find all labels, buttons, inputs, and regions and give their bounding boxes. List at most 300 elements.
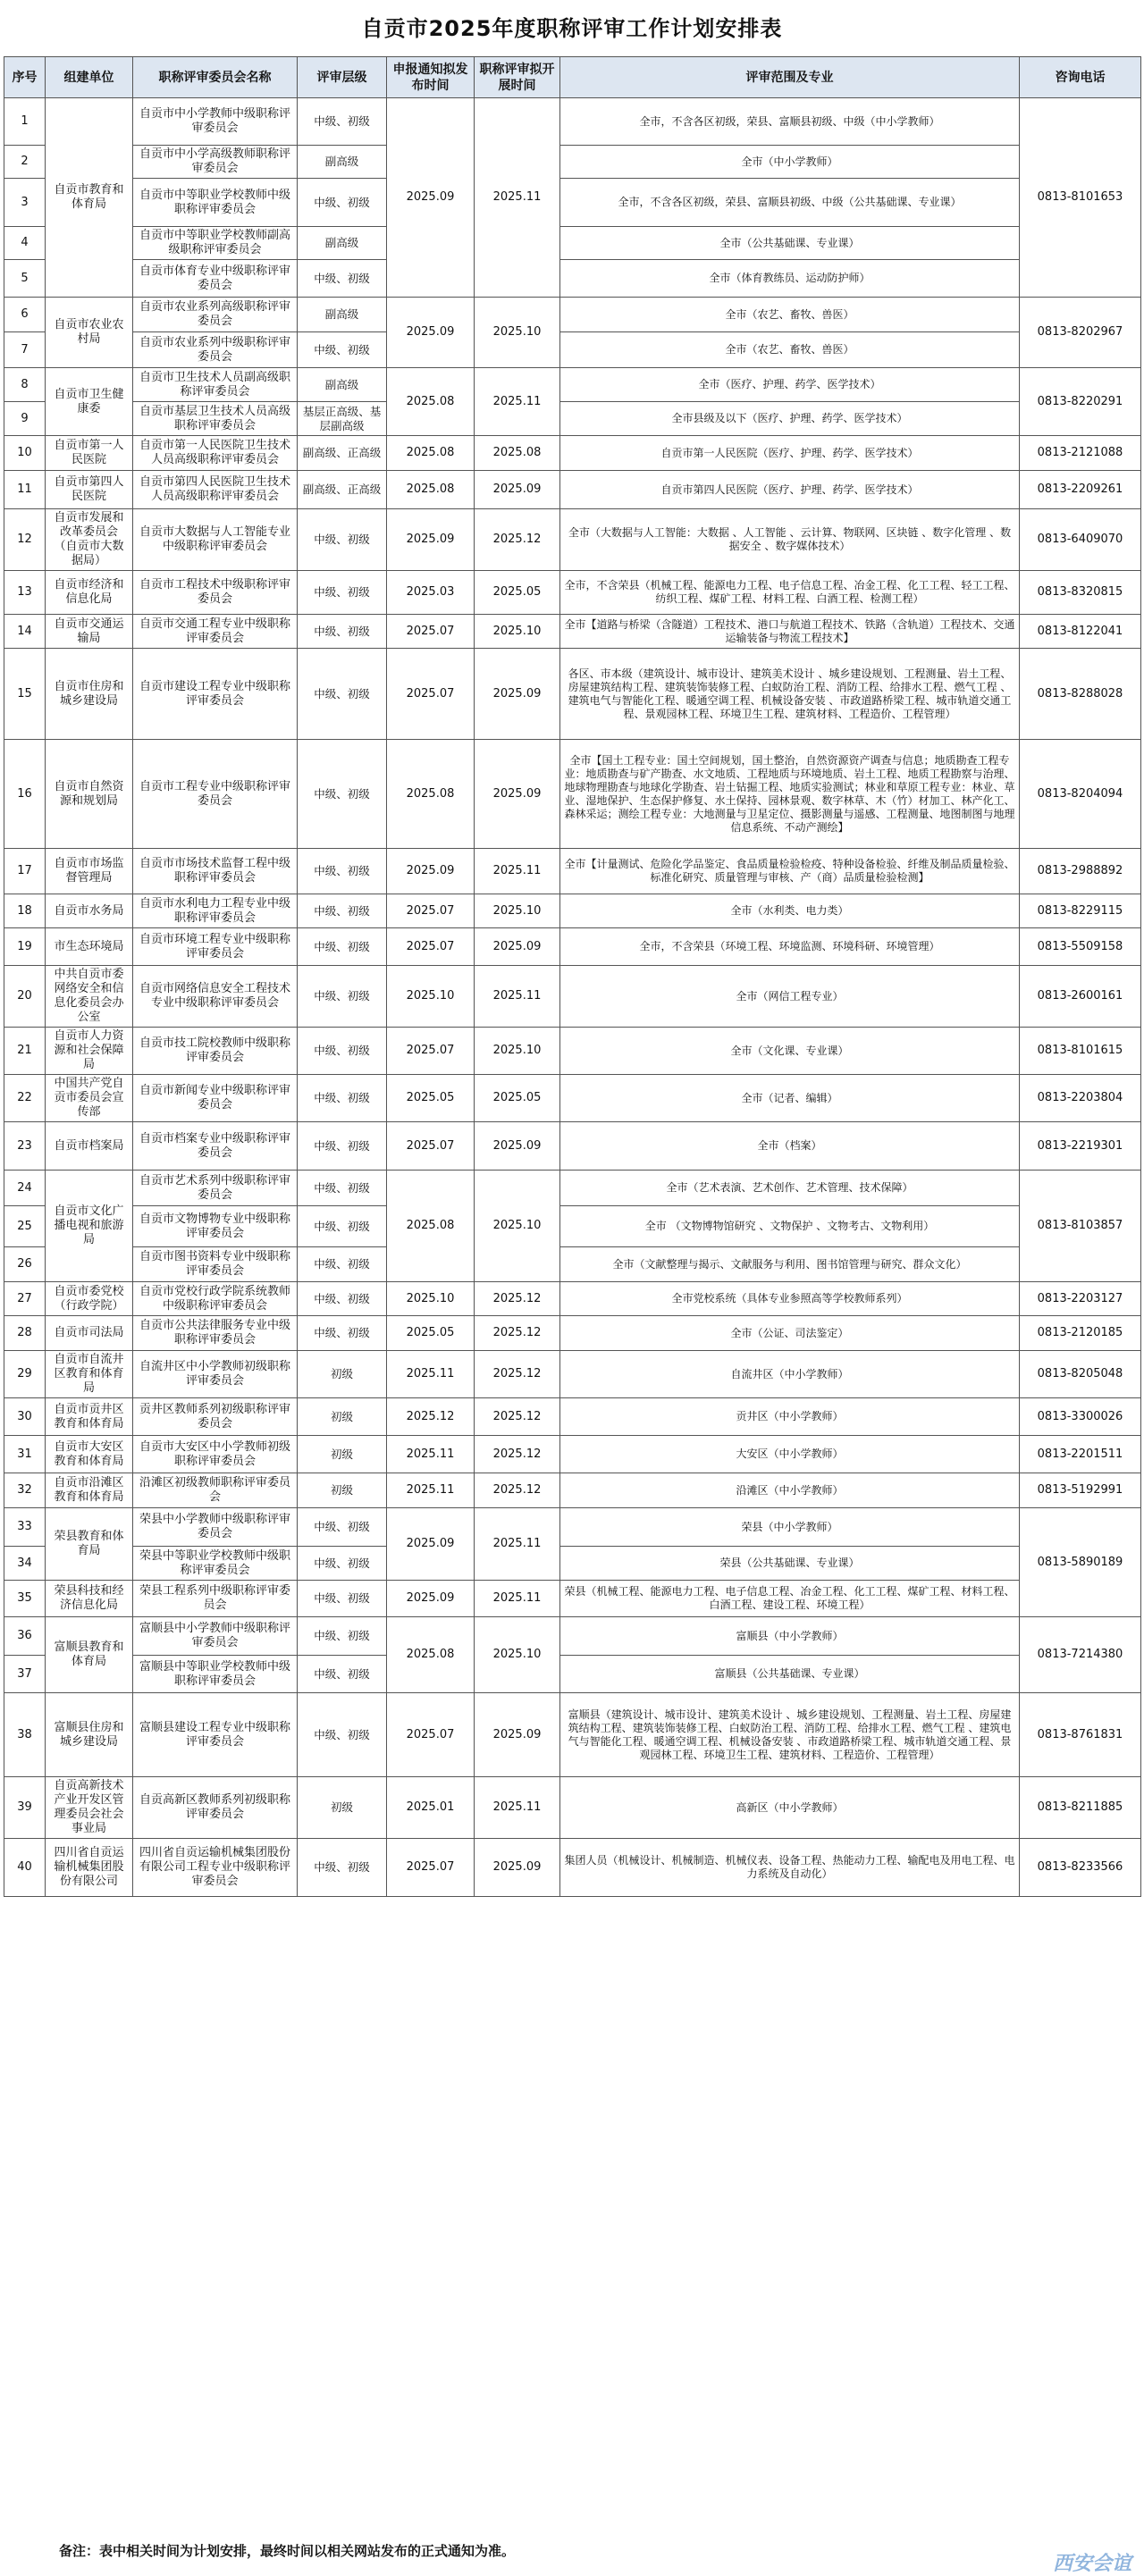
review-scope: 富顺县（中小学教师）	[560, 1617, 1020, 1656]
contact-phone: 0813-8103857	[1020, 1171, 1141, 1282]
committee-name: 自贡市文物博物专业中级职称评审委员会	[133, 1206, 298, 1247]
publish-date: 2025.12	[387, 1398, 475, 1436]
committee-name: 自贡市中小学教师中级职称评审委员会	[133, 98, 298, 146]
committee-name: 自贡市体育专业中级职称评审委员会	[133, 260, 298, 298]
row-number: 12	[4, 509, 46, 571]
review-date: 2025.09	[475, 471, 560, 509]
table-row	[4, 298, 1141, 332]
row-number: 8	[4, 368, 46, 402]
review-level: 副高级	[298, 298, 387, 332]
review-scope: 大安区（中小学教师）	[560, 1436, 1020, 1473]
review-level: 中级、初级	[298, 332, 387, 368]
review-level: 中级、初级	[298, 1547, 387, 1581]
publish-date: 2025.10	[387, 966, 475, 1028]
review-level: 副高级、正高级	[298, 471, 387, 509]
committee-name: 自贡市第四人民医院卫生技术人员高级职称评审委员会	[133, 471, 298, 509]
review-date: 2025.10	[475, 1028, 560, 1075]
row-number: 17	[4, 849, 46, 894]
publish-date: 2025.09	[387, 1508, 475, 1581]
row-number: 3	[4, 179, 46, 227]
publish-date: 2025.07	[387, 1839, 475, 1897]
org-unit: 自贡市大安区教育和体育局	[46, 1436, 133, 1473]
publish-date: 2025.08	[387, 740, 475, 849]
review-level: 中级、初级	[298, 98, 387, 146]
review-level: 初级	[298, 1777, 387, 1839]
table-row	[4, 928, 1141, 966]
review-scope: 荣县（机械工程、能源电力工程、电子信息工程、冶金工程、化工工程、煤矿工程、材料工程、白酒工程、建设工程、环境工程）	[560, 1581, 1020, 1617]
review-level: 中级、初级	[298, 1693, 387, 1777]
org-unit: 富顺县住房和城乡建设局	[46, 1693, 133, 1777]
committee-name: 自贡市图书资料专业中级职称评审委员会	[133, 1247, 298, 1282]
row-number: 36	[4, 1617, 46, 1656]
publish-date: 2025.09	[387, 98, 475, 298]
publish-date: 2025.08	[387, 436, 475, 471]
contact-phone: 0813-6409070	[1020, 509, 1141, 571]
committee-name: 荣县中等职业学校教师中级职称评审委员会	[133, 1547, 298, 1581]
review-level: 中级、初级	[298, 1617, 387, 1656]
row-number: 28	[4, 1316, 46, 1351]
publish-date: 2025.08	[387, 471, 475, 509]
contact-phone: 0813-2201511	[1020, 1436, 1141, 1473]
page-title: 自贡市2025年度职称评审工作计划安排表	[361, 16, 783, 41]
contact-phone: 0813-2988892	[1020, 849, 1141, 894]
review-date: 2025.05	[475, 1075, 560, 1122]
committee-name: 富顺县中小学教师中级职称评审委员会	[133, 1617, 298, 1656]
committee-name: 自贡市建设工程专业中级职称评审委员会	[133, 649, 298, 740]
table-row	[4, 1693, 1141, 1777]
row-number: 14	[4, 615, 46, 649]
table-row	[4, 966, 1141, 1028]
committee-name: 自贡市中等职业学校教师副高级职称评审委员会	[133, 227, 298, 260]
publish-date: 2025.07	[387, 928, 475, 966]
review-scope: 全市，不含荣县（机械工程、能源电力工程、电子信息工程、冶金工程、化工工程、轻工工程、纺织工程、煤矿工程、材料工程、白酒工程、检测工程）	[560, 571, 1020, 615]
committee-name: 自贡市公共法律服务专业中级职称评审委员会	[133, 1316, 298, 1351]
table-row	[4, 1316, 1141, 1351]
publish-date: 2025.07	[387, 894, 475, 928]
contact-phone: 0813-8761831	[1020, 1693, 1141, 1777]
contact-phone: 0813-3300026	[1020, 1398, 1141, 1436]
review-level: 中级、初级	[298, 649, 387, 740]
review-level: 中级、初级	[298, 740, 387, 849]
review-level: 基层正高级、基层副高级	[298, 402, 387, 436]
review-scope: 全市，不含荣县（环境工程、环境监测、环境科研、环境管理）	[560, 928, 1020, 966]
review-scope: 集团人员（机械设计、机械制造、机械仪表、设备工程、热能动力工程、输配电及用电工程、电力系统及自动化）	[560, 1839, 1020, 1897]
review-level: 中级、初级	[298, 1028, 387, 1075]
table-row	[4, 1398, 1141, 1436]
publish-date: 2025.11	[387, 1436, 475, 1473]
org-unit: 自贡市水务局	[46, 894, 133, 928]
table-row	[4, 1436, 1141, 1473]
review-scope: 全市（农艺、畜牧、兽医）	[560, 298, 1020, 332]
contact-phone: 0813-5890189	[1020, 1508, 1141, 1617]
publish-date: 2025.09	[387, 298, 475, 368]
publish-date: 2025.05	[387, 1075, 475, 1122]
review-date: 2025.11	[475, 1508, 560, 1581]
row-number: 9	[4, 402, 46, 436]
publish-date: 2025.07	[387, 1028, 475, 1075]
publish-date: 2025.10	[387, 1282, 475, 1316]
contact-phone: 0813-2209261	[1020, 471, 1141, 509]
publish-date: 2025.09	[387, 849, 475, 894]
contact-phone: 0813-8211885	[1020, 1777, 1141, 1839]
review-date: 2025.11	[475, 1581, 560, 1617]
org-unit: 自贡市自流井区教育和体育局	[46, 1351, 133, 1398]
publish-date: 2025.11	[387, 1351, 475, 1398]
review-level: 中级、初级	[298, 1508, 387, 1547]
publish-date: 2025.07	[387, 1693, 475, 1777]
review-level: 中级、初级	[298, 1656, 387, 1693]
contact-phone: 0813-8101653	[1020, 98, 1141, 298]
contact-phone: 0813-8101615	[1020, 1028, 1141, 1075]
review-level: 中级、初级	[298, 1206, 387, 1247]
committee-name: 自贡市新闻专业中级职称评审委员会	[133, 1075, 298, 1122]
committee-name: 自贡市工程技术中级职称评审委员会	[133, 571, 298, 615]
row-number: 15	[4, 649, 46, 740]
table-row	[4, 1028, 1141, 1075]
table-row	[4, 98, 1141, 146]
org-unit: 自贡市自然资源和规划局	[46, 740, 133, 849]
review-date: 2025.09	[475, 1122, 560, 1171]
contact-phone: 0813-8229115	[1020, 894, 1141, 928]
review-scope: 沿滩区（中小学教师）	[560, 1473, 1020, 1508]
header-no: 序号	[4, 57, 46, 98]
review-date: 2025.11	[475, 966, 560, 1028]
review-scope: 全市（大数据与人工智能：大数据 、人工智能 、云计算、物联网、区块链 、数字化管理 、数据安全 、数字媒体技术）	[560, 509, 1020, 571]
org-unit: 自贡市第一人民医院	[46, 436, 133, 471]
org-unit: 自贡市文化广播电视和旅游局	[46, 1171, 133, 1282]
review-scope: 全市（医疗、护理、药学、医学技术）	[560, 368, 1020, 402]
row-number: 5	[4, 260, 46, 298]
review-level: 副高级	[298, 227, 387, 260]
review-level: 中级、初级	[298, 260, 387, 298]
publish-date: 2025.09	[387, 509, 475, 571]
row-number: 7	[4, 332, 46, 368]
review-date: 2025.12	[475, 1398, 560, 1436]
review-level: 中级、初级	[298, 1282, 387, 1316]
committee-name: 自贡市工程专业中级职称评审委员会	[133, 740, 298, 849]
review-date: 2025.09	[475, 740, 560, 849]
contact-phone: 0813-2600161	[1020, 966, 1141, 1028]
committee-name: 自贡市艺术系列中级职称评审委员会	[133, 1171, 298, 1206]
publish-date: 2025.07	[387, 649, 475, 740]
org-unit: 自贡市司法局	[46, 1316, 133, 1351]
table-row	[4, 1839, 1141, 1897]
review-scope: 全市（公共基础课、专业课）	[560, 227, 1020, 260]
row-number: 25	[4, 1206, 46, 1247]
review-level: 中级、初级	[298, 1075, 387, 1122]
review-scope: 全市（公证、司法鉴定）	[560, 1316, 1020, 1351]
row-number: 1	[4, 98, 46, 146]
committee-name: 自贡市技工院校教师中级职称评审委员会	[133, 1028, 298, 1075]
table-header-row	[4, 57, 1141, 98]
review-level: 副高级	[298, 368, 387, 402]
row-number: 31	[4, 1436, 46, 1473]
row-number: 13	[4, 571, 46, 615]
row-number: 21	[4, 1028, 46, 1075]
table-row	[4, 1777, 1141, 1839]
org-unit: 自贡市贡井区教育和体育局	[46, 1398, 133, 1436]
review-level: 中级、初级	[298, 966, 387, 1028]
row-number: 11	[4, 471, 46, 509]
committee-name: 自贡市农业系列中级职称评审委员会	[133, 332, 298, 368]
header-phone: 咨询电话	[1020, 57, 1141, 98]
header-level: 评审层级	[298, 57, 387, 98]
review-scope: 全市（记者、编辑）	[560, 1075, 1020, 1122]
review-scope: 全市 （文物博物馆研究 、文物保护 、文物考古、文物利用）	[560, 1206, 1020, 1247]
publish-date: 2025.08	[387, 1617, 475, 1693]
review-date: 2025.11	[475, 368, 560, 436]
review-scope: 富顺县（公共基础课、专业课）	[560, 1656, 1020, 1693]
publish-date: 2025.09	[387, 1581, 475, 1617]
review-date: 2025.09	[475, 649, 560, 740]
review-date: 2025.12	[475, 1351, 560, 1398]
table-row	[4, 1351, 1141, 1398]
review-date: 2025.11	[475, 1777, 560, 1839]
committee-name: 富顺县中等职业学校教师中级职称评审委员会	[133, 1656, 298, 1693]
row-number: 4	[4, 227, 46, 260]
review-date: 2025.10	[475, 298, 560, 368]
committee-name: 自贡市大安区中小学教师初级职称评审委员会	[133, 1436, 298, 1473]
table-row	[4, 179, 1141, 227]
committee-name: 自贡市档案专业中级职称评审委员会	[133, 1122, 298, 1171]
header-publish-date: 申报通知拟发布时间	[387, 57, 475, 98]
review-level: 中级、初级	[298, 615, 387, 649]
watermark: 西安会谊	[1052, 2553, 1131, 2575]
review-scope: 自贡市第四人民医院（医疗、护理、药学、医学技术）	[560, 471, 1020, 509]
table-row	[4, 509, 1141, 571]
header-scope: 评审范围及专业	[560, 57, 1020, 98]
org-unit: 自贡市卫生健康委	[46, 368, 133, 436]
review-date: 2025.12	[475, 1473, 560, 1508]
row-number: 16	[4, 740, 46, 849]
review-level: 副高级	[298, 146, 387, 179]
row-number: 20	[4, 966, 46, 1028]
review-scope: 全市【计量测试、危险化学品鉴定、食品质量检验检疫、特种设备检验、纤维及制品质量检验、标准化研究、质量管理与审核、产（商）品质量检验检测】	[560, 849, 1020, 894]
org-unit: 中共自贡市委网络安全和信息化委员会办公室	[46, 966, 133, 1028]
table-row	[4, 849, 1141, 894]
review-scope: 全市县级及以下（医疗、护理、药学、医学技术）	[560, 402, 1020, 436]
contact-phone: 0813-2120185	[1020, 1316, 1141, 1351]
table-row	[4, 436, 1141, 471]
row-number: 24	[4, 1171, 46, 1206]
committee-name: 荣县中小学教师中级职称评审委员会	[133, 1508, 298, 1547]
org-unit: 自贡市交通运输局	[46, 615, 133, 649]
contact-phone: 0813-8320815	[1020, 571, 1141, 615]
table-row	[4, 894, 1141, 928]
table-row	[4, 1206, 1141, 1247]
committee-name: 自贡市农业系列高级职称评审委员会	[133, 298, 298, 332]
table-row	[4, 1171, 1141, 1206]
table-row	[4, 260, 1141, 298]
committee-name: 自贡市网络信息安全工程技术专业中级职称评审委员会	[133, 966, 298, 1028]
review-level: 中级、初级	[298, 571, 387, 615]
org-unit: 自贡市档案局	[46, 1122, 133, 1171]
contact-phone: 0813-8233566	[1020, 1839, 1141, 1897]
header-review-date: 职称评审拟开展时间	[475, 57, 560, 98]
review-level: 中级、初级	[298, 509, 387, 571]
committee-name: 自贡市党校行政学院系统教师中级职称评审委员会	[133, 1282, 298, 1316]
footnote: 备注：表中相关时间为计划安排，最终时间以相关网站发布的正式通知为准。	[59, 2543, 516, 2559]
header-committee: 职称评审委员会名称	[133, 57, 298, 98]
row-number: 19	[4, 928, 46, 966]
table-row	[4, 740, 1141, 849]
review-scope: 高新区（中小学教师）	[560, 1777, 1020, 1839]
committee-name: 自贡市环境工程专业中级职称评审委员会	[133, 928, 298, 966]
org-unit: 自贡市人力资源和社会保障局	[46, 1028, 133, 1075]
publish-date: 2025.07	[387, 615, 475, 649]
org-unit: 荣县教育和体育局	[46, 1508, 133, 1581]
contact-phone: 0813-2121088	[1020, 436, 1141, 471]
review-level: 初级	[298, 1398, 387, 1436]
review-level: 中级、初级	[298, 894, 387, 928]
schedule-table	[4, 56, 1141, 1897]
review-date: 2025.12	[475, 1282, 560, 1316]
committee-name: 富顺县建设工程专业中级职称评审委员会	[133, 1693, 298, 1777]
review-date: 2025.10	[475, 1617, 560, 1693]
review-date: 2025.05	[475, 571, 560, 615]
row-number: 6	[4, 298, 46, 332]
review-date: 2025.11	[475, 98, 560, 298]
contact-phone: 0813-8204094	[1020, 740, 1141, 849]
publish-date: 2025.07	[387, 1122, 475, 1171]
row-number: 37	[4, 1656, 46, 1693]
review-date: 2025.12	[475, 1436, 560, 1473]
committee-name: 沿滩区初级教师职称评审委员会	[133, 1473, 298, 1508]
table-row	[4, 402, 1141, 436]
review-level: 初级	[298, 1436, 387, 1473]
committee-name: 自贡市市场技术监督工程中级职称评审委员会	[133, 849, 298, 894]
committee-name: 自贡市基层卫生技术人员高级职称评审委员会	[133, 402, 298, 436]
org-unit: 富顺县教育和体育局	[46, 1617, 133, 1693]
publish-date: 2025.08	[387, 1171, 475, 1282]
review-date: 2025.12	[475, 509, 560, 571]
review-level: 副高级、正高级	[298, 436, 387, 471]
review-level: 中级、初级	[298, 1839, 387, 1897]
review-level: 中级、初级	[298, 928, 387, 966]
contact-phone: 0813-7214380	[1020, 1617, 1141, 1693]
table-row	[4, 146, 1141, 179]
row-number: 18	[4, 894, 46, 928]
committee-name: 荣县工程系列中级职称评审委员会	[133, 1581, 298, 1617]
committee-name: 四川省自贡运输机械集团股份有限公司工程专业中级职称评审委员会	[133, 1839, 298, 1897]
row-number: 40	[4, 1839, 46, 1897]
org-unit: 四川省自贡运输机械集团股份有限公司	[46, 1839, 133, 1897]
table-body	[4, 98, 1141, 1897]
table-row	[4, 1282, 1141, 1316]
row-number: 33	[4, 1508, 46, 1547]
review-scope: 全市，不含各区初级，荣县、富顺县初级、中级（公共基础课、专业课）	[560, 179, 1020, 227]
review-date: 2025.08	[475, 436, 560, 471]
contact-phone: 0813-5192991	[1020, 1473, 1141, 1508]
publish-date: 2025.03	[387, 571, 475, 615]
review-level: 中级、初级	[298, 1171, 387, 1206]
review-scope: 自流井区（中小学教师）	[560, 1351, 1020, 1398]
review-scope: 全市（档案）	[560, 1122, 1020, 1171]
org-unit: 荣县科技和经济信息化局	[46, 1581, 133, 1617]
review-date: 2025.11	[475, 849, 560, 894]
org-unit: 自贡市农业农村局	[46, 298, 133, 368]
row-number: 39	[4, 1777, 46, 1839]
committee-name: 自贡市卫生技术人员副高级职称评审委员会	[133, 368, 298, 402]
header-unit: 组建单位	[46, 57, 133, 98]
review-level: 中级、初级	[298, 1247, 387, 1282]
committee-name: 贡井区教师系列初级职称评审委员会	[133, 1398, 298, 1436]
org-unit: 自贡市发展和改革委员会（自贡市大数据局）	[46, 509, 133, 571]
table-row	[4, 649, 1141, 740]
review-scope: 各区、市本级（建筑设计、城市设计、建筑美术设计 、城乡建设规划、工程测量、岩土工程、房屋建筑结构工程、建筑装饰装修工程、白蚁防治工程、消防工程、给排水工程、燃气工程 、建筑电气与智能化工程、暖通空调工程、机械设备安装 、市政道路桥梁工程、城市轨道交通工程、景观园林工程、环境卫生工程、建筑材料、工程造价、工程管理）	[560, 649, 1020, 740]
publish-date: 2025.08	[387, 368, 475, 436]
contact-phone: 0813-2203804	[1020, 1075, 1141, 1122]
review-scope: 全市（文化课、专业课）	[560, 1028, 1020, 1075]
row-number: 29	[4, 1351, 46, 1398]
review-date: 2025.09	[475, 1839, 560, 1897]
review-level: 中级、初级	[298, 849, 387, 894]
row-number: 32	[4, 1473, 46, 1508]
review-date: 2025.10	[475, 615, 560, 649]
row-number: 34	[4, 1547, 46, 1581]
committee-name: 自流井区中小学教师初级职称评审委员会	[133, 1351, 298, 1398]
committee-name: 自贡市第一人民医院卫生技术人员高级职称评审委员会	[133, 436, 298, 471]
contact-phone: 0813-2203127	[1020, 1282, 1141, 1316]
review-level: 中级、初级	[298, 1581, 387, 1617]
review-level: 初级	[298, 1473, 387, 1508]
committee-name: 自贡市中等职业学校教师中级职称评审委员会	[133, 179, 298, 227]
table-row	[4, 471, 1141, 509]
table-row	[4, 368, 1141, 402]
review-scope: 全市（网信工程专业）	[560, 966, 1020, 1028]
org-unit: 自贡市委党校（行政学院）	[46, 1282, 133, 1316]
row-number: 10	[4, 436, 46, 471]
contact-phone: 0813-8122041	[1020, 615, 1141, 649]
review-date: 2025.12	[475, 1316, 560, 1351]
committee-name: 自贡市水利电力工程专业中级职称评审委员会	[133, 894, 298, 928]
table-row	[4, 1547, 1141, 1581]
review-scope: 全市【国土工程专业：国土空间规划，国土整治，自然资源资产调查与信息；地质勘查工程专业：地质勘查与矿产勘查、水文地质、工程地质与环境地质、岩土工程、地质工程勘察与治理、地球物理勘查与地球化学勘查、岩土钻掘工程、地质实验测试；林业和草原工程专业：林业、草业、湿地保护、生态保护修复、水土保持、园林景观、数字林草、木（竹）材加工、林产化工、森林采运；测绘工程专业：大地测量与卫星定位、摄影测量与遥感、工程测量、地图制图与地理信息系统、不动产测绘】	[560, 740, 1020, 849]
row-number: 27	[4, 1282, 46, 1316]
review-level: 初级	[298, 1351, 387, 1398]
table-row	[4, 1508, 1141, 1547]
org-unit: 自贡市沿滩区教育和体育局	[46, 1473, 133, 1508]
contact-phone: 0813-5509158	[1020, 928, 1141, 966]
publish-date: 2025.05	[387, 1316, 475, 1351]
review-scope: 全市（艺术表演、艺术创作、艺术管理、技术保障）	[560, 1171, 1020, 1206]
table-row	[4, 1075, 1141, 1122]
org-unit: 自贡市经济和信息化局	[46, 571, 133, 615]
row-number: 35	[4, 1581, 46, 1617]
org-unit: 自贡高新技术产业开发区管理委员会社会事业局	[46, 1777, 133, 1839]
table-row	[4, 1473, 1141, 1508]
org-unit: 中国共产党自贡市委员会宣传部	[46, 1075, 133, 1122]
review-scope: 全市党校系统（具体专业参照高等学校教师系列）	[560, 1282, 1020, 1316]
org-unit: 自贡市教育和体育局	[46, 98, 133, 298]
committee-name: 自贡高新区教师系列初级职称评审委员会	[133, 1777, 298, 1839]
committee-name: 自贡市交通工程专业中级职称评审委员会	[133, 615, 298, 649]
contact-phone: 0813-8205048	[1020, 1351, 1141, 1398]
review-date: 2025.10	[475, 894, 560, 928]
contact-phone: 0813-2219301	[1020, 1122, 1141, 1171]
publish-date: 2025.01	[387, 1777, 475, 1839]
review-scope: 全市（体育教练员、运动防护师）	[560, 260, 1020, 298]
review-date: 2025.09	[475, 1693, 560, 1777]
org-unit: 自贡市住房和城乡建设局	[46, 649, 133, 740]
org-unit: 自贡市第四人民医院	[46, 471, 133, 509]
row-number: 22	[4, 1075, 46, 1122]
review-scope: 全市【道路与桥梁（含隧道）工程技术、港口与航道工程技术、铁路（含轨道）工程技术、交通运输装备与物流工程技术】	[560, 615, 1020, 649]
table-row	[4, 615, 1141, 649]
row-number: 2	[4, 146, 46, 179]
table-row	[4, 571, 1141, 615]
review-level: 中级、初级	[298, 1316, 387, 1351]
